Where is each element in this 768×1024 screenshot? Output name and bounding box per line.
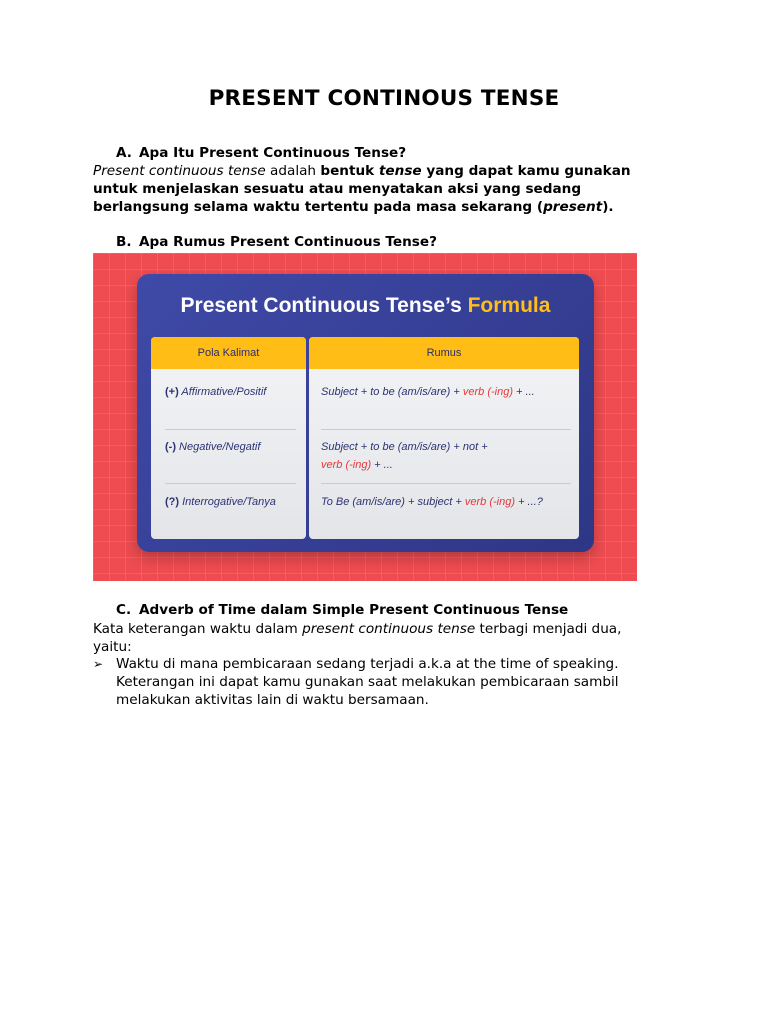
affirmative-formula-b: + ...: [512, 386, 535, 398]
section-b-heading: [116, 234, 437, 250]
formula-column-header: Rumus: [309, 337, 579, 369]
interrogative-symbol: (?): [165, 496, 180, 508]
section-c-letter: C.: [116, 602, 132, 618]
negative-label: Negative/Negatif: [176, 441, 261, 453]
section-c-heading: [116, 602, 568, 618]
bullet-text: [116, 655, 673, 709]
section-a-text-6: ).: [602, 199, 614, 215]
section-a-text-5: present: [543, 199, 603, 215]
pattern-column-header: Pola Kalimat: [151, 337, 306, 369]
section-c-title: Adverb of Time dalam Simple Present Continuous Tense: [139, 602, 569, 618]
page-title: PRESENT CONTINOUS TENSE: [208, 86, 560, 111]
section-c-text-2: terbagi menjadi dua, yaitu:: [93, 621, 622, 655]
section-c-term: present continuous tense: [302, 621, 476, 637]
section-a-title: Apa Itu Present Continuous Tense?: [139, 145, 407, 161]
interrogative-label: Interrogative/Tanya: [179, 496, 276, 508]
pattern-divider: [165, 429, 296, 430]
affirmative-label: Affirmative/Positif: [178, 386, 267, 398]
section-a-paragraph: [93, 162, 673, 216]
negative-symbol: (-): [165, 441, 176, 453]
bullet-list-item: [93, 655, 673, 709]
section-c-paragraph: [93, 620, 658, 656]
section-a-term: Present continuous tense: [93, 163, 266, 179]
affirmative-symbol: (+): [165, 386, 179, 398]
section-a-letter: A.: [116, 145, 132, 161]
section-b-title: Apa Rumus Present Continuous Tense?: [139, 234, 437, 250]
arrow-bullet-icon: ➢: [93, 657, 104, 671]
affirmative-formula-a: Subject + to be (am/is/are) +: [321, 386, 463, 398]
formula-title-main: Present Continuous Tense’s: [180, 294, 468, 317]
section-a-text-1: adalah: [265, 163, 321, 179]
bullet-text-1: Waktu di mana pembicaraan sedang terjadi: [116, 656, 419, 672]
pattern-row-interrogative: [165, 493, 276, 511]
pattern-column: [151, 337, 306, 539]
section-b-letter: B.: [116, 234, 132, 250]
pattern-row-negative: [165, 438, 260, 456]
formula-column: [309, 337, 579, 539]
interrogative-formula-b: + ...?: [515, 496, 543, 508]
negative-formula-b: + ...: [371, 459, 393, 471]
section-a-text-3: tense: [378, 163, 422, 179]
negative-formula-a: Subject + to be (am/is/are) + not +: [321, 441, 488, 453]
interrogative-formula-verb: verb (-ing): [464, 496, 516, 508]
pattern-row-affirmative: [165, 383, 266, 401]
formula-divider: [321, 429, 571, 430]
formula-card: [137, 274, 594, 552]
section-a-heading: [116, 145, 406, 161]
formula-image: [93, 253, 637, 581]
section-c-text-1: Kata keterangan waktu dalam: [93, 621, 303, 637]
interrogative-formula-a: To Be (am/is/are) + subject +: [321, 496, 465, 508]
section-a-text-4: yang dapat kamu gunakan untuk menjelaskan sesuatu atau menyatakan aksi yang sedang berlangsung selama waktu tertentu pada masa sekarang (: [93, 163, 631, 215]
bullet-text-2: . Keterangan ini dapat kamu gunakan saat melakukan pembicaraan sambil melakukan aktivitas lain di waktu bersamaan.: [116, 656, 619, 708]
formula-divider: [321, 483, 571, 484]
negative-formula-verb: verb (-ing): [321, 459, 372, 471]
pattern-divider: [165, 483, 296, 484]
formula-row-negative: [321, 438, 561, 474]
affirmative-formula-verb: verb (-ing): [462, 386, 513, 398]
formula-title-accent: Formula: [467, 294, 551, 317]
bullet-italic: a.k.a at the time of speaking: [418, 656, 615, 672]
section-a-text-2: bentuk: [320, 163, 379, 179]
formula-row-interrogative: [321, 493, 576, 511]
formula-title: [137, 294, 594, 318]
formula-row-affirmative: [321, 383, 571, 401]
